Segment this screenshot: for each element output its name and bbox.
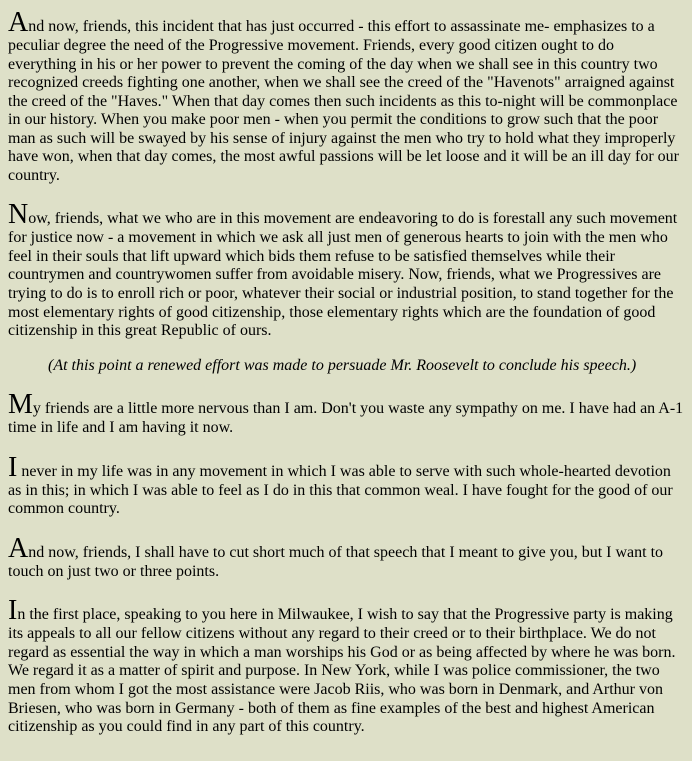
initial-letter: N [8,199,29,231]
paragraph-text: y friends are a little more nervous than I am. Don't you waste any sympathy on me. I have had an A-1 time in life and I am having it now. [8,400,684,437]
speech-paragraph-6 [8,597,684,736]
initial-letter: I [8,451,18,483]
initial-letter: A [8,7,29,38]
paragraph-text: nd now, friends, this incident that has just occurred - this effort to assassinate me- emphasizes to a peculiar degree the need of the Progressive movement. Friends, every good citizen ought to do everything in his or her power to prevent the coming of the day when we shall see in this country two recognized creeds fighting one another, when we shall see the creed of the "Havenots" arraigned against the creed of the "Haves." When that day comes then such incidents as this to-night will be commonplace in our history. When you make poor men - when you permit the conditions to grow such that the poor man as such will be swayed by his sense of injury against the men who try to hold what they improperly have won, when that day comes, the most awful passions will be let loose and it will be an ill day for our country. [8,18,679,184]
speech-paragraph-2 [8,201,684,340]
initial-letter: M [8,389,33,421]
paragraph-text: never in my life was in any movement in which I was able to serve with such whole-hearted devotion as in this; in which I was able to feel as I do in this that common weal. I have fought for the good of our common country. [8,462,673,518]
paragraph-text: ow, friends, what we who are in this movement are endeavoring to do is forestall any such movement for justice now - a movement in which we ask all just men of generous hearts to join with the men who feel in their souls that lift upward which bids them refuse to be satisfied themselves while their countrymen and countrywomen suffer from avoidable misery. Now, friends, what we Progressives are trying to do is to enroll rich or poor, whatever their social or industrial position, to stand together for the most elementary rights of good citizenship, those elementary rights which are the foundation of good citizenship in this great Republic of ours. [8,210,678,340]
initial-letter: A [8,532,29,564]
speech-paragraph-5 [8,532,684,582]
speech-paragraph-1 [8,9,684,185]
speech-paragraph-3 [8,391,684,438]
stage-direction: (At this point a renewed effort was made to persuade Mr. Roosevelt to conclude his speech.) [48,356,637,374]
initial-letter: I [8,595,18,627]
speech-document [8,9,684,737]
paragraph-text: nd now, friends, I shall have to cut short much of that speech that I meant to give you, but I want to touch on just two or three points. [8,543,664,580]
speech-paragraph-4 [8,451,684,519]
paragraph-text: n the first place, speaking to you here in Milwaukee, I wish to say that the Progressive party is making its appeals to all our fellow citizens without any regard to their creed or to their birthplace. We do not regard as essential the way in which a man worships his God or as being affected by where he was born. We regard it as a matter of spirit and purpose. In New York, while I was police commissioner, the two men from whom I got the most assistance were Jacob Riis, who was born in Denmark, and Arthur von Briesen, who was born in Germany - both of them as fine examples of the best and highest American citizenship as you could find in any part of this country. [8,606,676,736]
